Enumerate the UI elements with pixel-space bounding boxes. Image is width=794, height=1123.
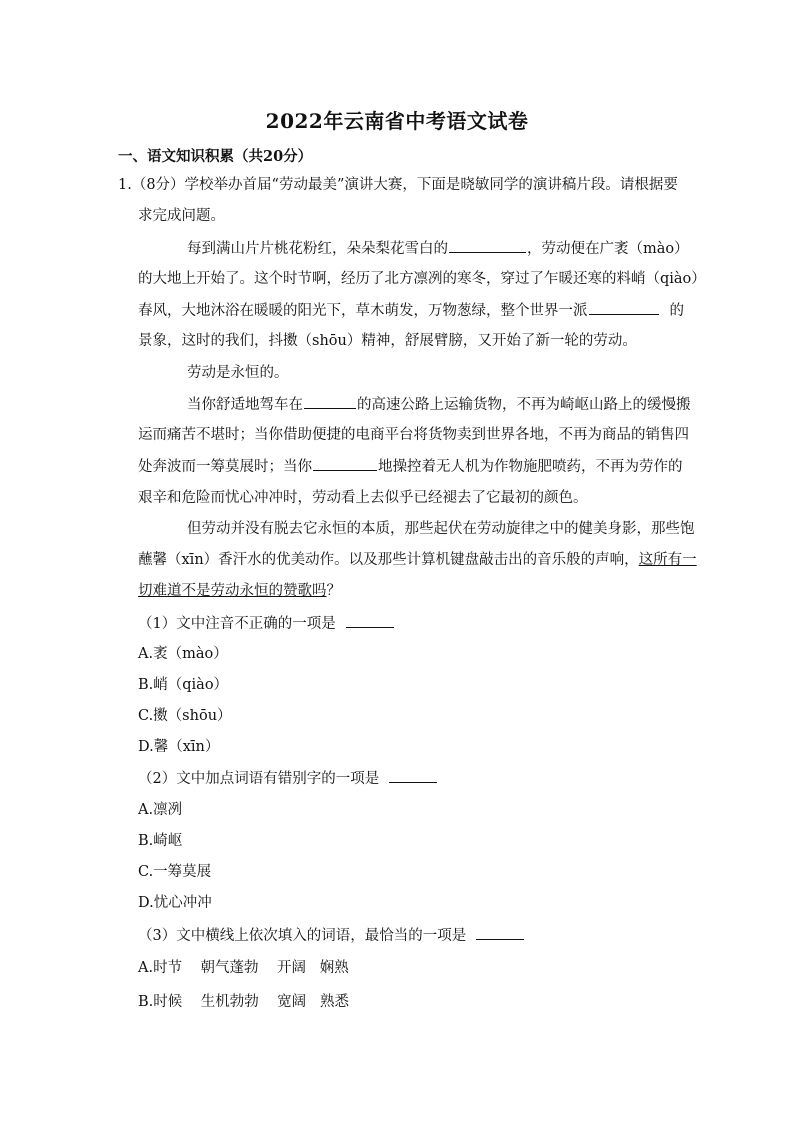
- answer-blank: [346, 613, 394, 628]
- option: A.袤（mào）: [138, 646, 228, 662]
- paragraph-2: 劳动是永恒的。: [187, 365, 289, 381]
- sub-question-2-stem: [138, 768, 438, 789]
- paragraph-text: 的高速公路上运输货物，不再为崎岖山路上的缓慢搬: [357, 397, 691, 413]
- answer-blank-2: [589, 300, 659, 315]
- paragraph-3-line-1: [187, 394, 691, 415]
- sub-question-3-stem: [138, 925, 525, 946]
- sub-question-text: （1）文中注音不正确的一项是: [138, 616, 336, 632]
- section-heading: 一、语文知识积累（共20分）: [118, 148, 313, 165]
- option: C.一筹莫展: [138, 864, 212, 880]
- answer-blank-3: [304, 394, 356, 409]
- sub-question-text: （3）文中横线上依次填入的词语，最恰当的一项是: [138, 928, 467, 944]
- paragraph-1-line-1: [187, 238, 689, 259]
- paragraph-text: 当你舒适地驾车在: [187, 397, 303, 413]
- paragraph-1-line-3: [138, 300, 684, 321]
- option: D.忧心冲冲: [138, 895, 212, 911]
- option: B.峭（qiào）: [138, 677, 229, 693]
- option: C.擞（shōu）: [138, 708, 232, 724]
- answer-blank-1: [449, 238, 526, 253]
- answer-blank: [389, 768, 437, 783]
- paragraph-3-line-3: [138, 456, 683, 477]
- question-intro-line-1: 1.（8分）学校举办首届“劳动最美”演讲大赛，下面是晓敏同学的演讲稿片段。请根据要: [118, 177, 678, 193]
- paragraph-text: 每到满山片片桃花粉红，朵朵梨花雪白的: [187, 241, 448, 257]
- paragraph-text: 蘸馨（xīn）香汗水的优美动作。以及那些计算机键盘敲击出的音乐般的声响，: [138, 552, 639, 568]
- page-title: 2022年云南省中考语文试卷: [265, 109, 529, 133]
- underlined-sentence: 切难道不是劳动永恒的赞歌吗: [138, 583, 327, 599]
- paragraph-1-line-2: 的大地上开始了。这个时节啊，经历了北方凛冽的寒冬，穿过了乍暖还寒的料峭（qiào）: [138, 271, 706, 287]
- paragraph-4-line-1: 但劳动并没有脱去它永恒的本质，那些起伏在劳动旋律之中的健美身影，那些饱: [187, 521, 695, 537]
- paragraph-text: 的: [669, 303, 684, 319]
- paragraph-text: 地操控着无人机为作物施肥喷药，不再为劳作的: [378, 459, 683, 475]
- option: B.崎岖: [138, 833, 183, 849]
- paragraph-4-line-3: [138, 581, 341, 601]
- answer-blank: [476, 925, 524, 940]
- option: D.馨（xīn）: [138, 739, 220, 755]
- paragraph-text: ，劳动便在广袤（mào）: [527, 241, 689, 257]
- paragraph-3-line-2: 运而痛苦不堪时；当你借助便捷的电商平台将货物卖到世界各地，不再为商品的销售四: [138, 427, 689, 443]
- answer-blank-4: [313, 456, 377, 471]
- sub-question-text: （2）文中加点词语有错别字的一项是: [138, 771, 380, 787]
- paragraph-4-line-2: [138, 550, 697, 570]
- option: A.凛冽: [138, 802, 183, 818]
- question-intro-line-2: 求完成问题。: [138, 208, 225, 224]
- paragraph-1-line-4: 景象，这时的我们，抖擞（shōu）精神，舒展臂膀，又开始了新一轮的劳动。: [138, 333, 637, 349]
- sub-question-1-stem: [138, 613, 395, 634]
- option: B.时候 生机勃勃 宽阔 熟悉: [138, 994, 349, 1010]
- paragraph-text: ？: [326, 583, 341, 599]
- paragraph-text: 处奔波而一筹莫展时；当你: [138, 459, 312, 475]
- underlined-sentence: 这所有一: [638, 552, 697, 568]
- option: A.时节 朝气蓬勃 开阔 娴熟: [138, 960, 349, 976]
- paragraph-text: 春风，大地沐浴在暖暖的阳光下，草木萌发，万物葱绿，整个世界一派: [138, 303, 588, 319]
- paragraph-3-line-4: 艰辛和危险而忧心冲冲时，劳动看上去似乎已经褪去了它最初的颜色。: [138, 490, 588, 506]
